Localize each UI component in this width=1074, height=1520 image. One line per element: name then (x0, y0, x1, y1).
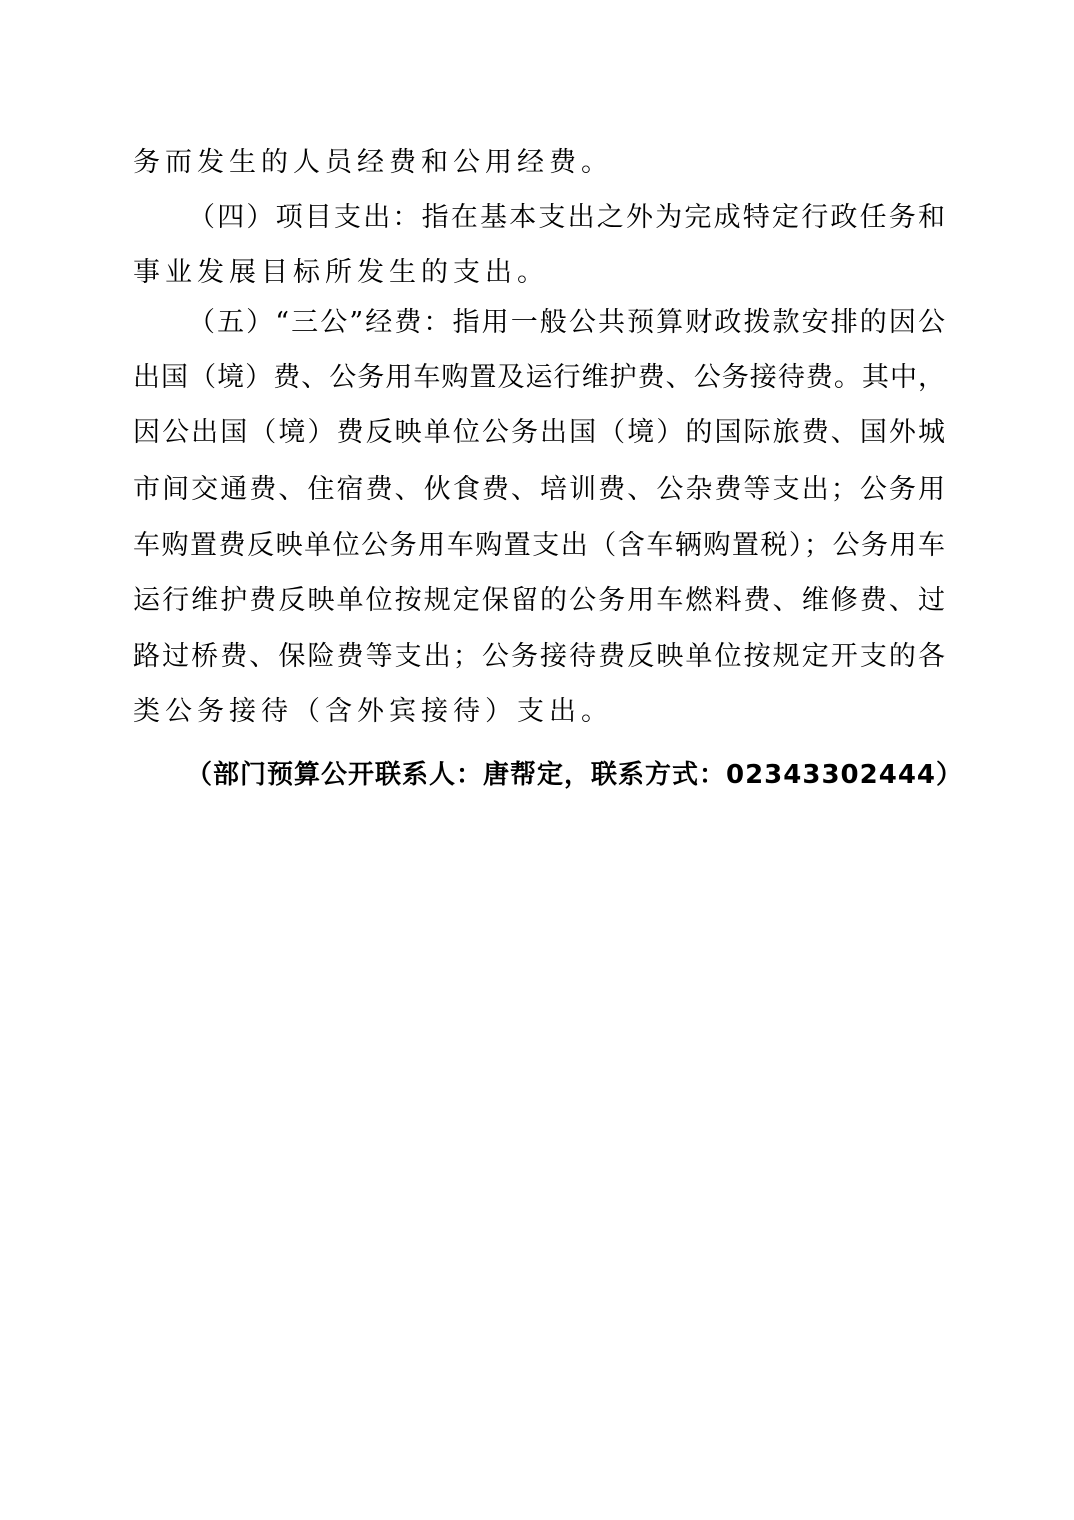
paragraph-line: 市间交通费、住宿费、伙食费、培训费、公杂费等支出；公务用 (133, 474, 945, 505)
paragraph-line: （四）项目支出：指在基本支出之外为完成特定行政任务和 (188, 202, 945, 233)
paragraph-line: 因公出国（境）费反映单位公务出国（境）的国际旅费、国外城 (133, 417, 945, 448)
paragraph-line: （五）“三公”经费：指用一般公共预算财政拨款安排的因公 (188, 307, 945, 338)
paragraph-line: 务而发生的人员经费和公用经费。 (133, 147, 613, 178)
contact-info: （部门预算公开联系人：唐帮定，联系方式：02343302444） (186, 760, 963, 790)
paragraph-line: 车购置费反映单位公务用车购置支出（含车辆购置税）；公务用车 (133, 530, 945, 561)
paragraph-line: 路过桥费、保险费等支出；公务接待费反映单位按规定开支的各 (133, 641, 945, 672)
paragraph-line: 出国（境）费、公务用车购置及运行维护费、公务接待费。其中， (133, 362, 945, 393)
paragraph-line: 类公务接待（含外宾接待）支出。 (133, 696, 613, 727)
paragraph-line: 运行维护费反映单位按规定保留的公务用车燃料费、维修费、过 (133, 585, 945, 616)
paragraph-line: 事业发展目标所发生的支出。 (133, 257, 549, 288)
